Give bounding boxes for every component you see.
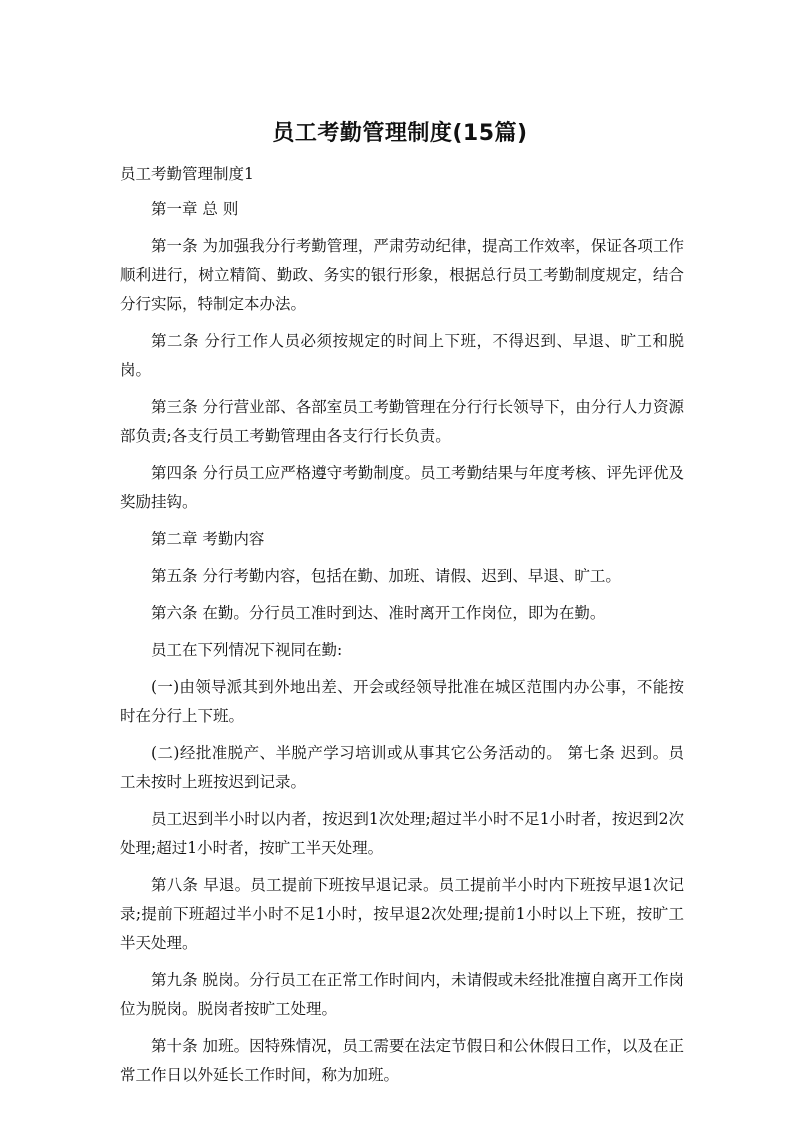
article-paragraph: 第一条 为加强我分行考勤管理，严肃劳动纪律，提高工作效率，保证各项工作顺利进行，树立精简、勤政、务实的银行形象，根据总行员工考勤制度规定，结合分行实际，特制定本办法。 (120, 237, 684, 313)
article-paragraph: (一)由领导派其到外地出差、开会或经领导批准在城区范围内办公事，不能按时在分行上下班。 (120, 678, 684, 725)
article-paragraph: 员工在下列情况下视同在勤: (151, 641, 343, 659)
article-paragraph: 第二条 分行工作人员必须按规定的时间上下班，不得迟到、早退、旷工和脱岗。 (120, 332, 684, 379)
article-paragraph: 第九条 脱岗。分行员工在正常工作时间内，未请假或未经批准擅自离开工作岗位为脱岗。脱岗者按旷工处理。 (120, 971, 684, 1018)
document-title: 员工考勤管理制度(15篇) (272, 121, 528, 146)
chapter-heading: 第一章 总 则 (151, 200, 239, 218)
article-paragraph: 第三条 分行营业部、各部室员工考勤管理在分行行长领导下，由分行人力资源部负责;各支行员工考勤管理由各支行行长负责。 (120, 398, 684, 445)
document-subtitle: 员工考勤管理制度1 (120, 165, 254, 183)
document-body (120, 195, 684, 1098)
article-paragraph: (二)经批准脱产、半脱产学习培训或从事其它公务活动的。 第七条 迟到。员工未按时上班按迟到记录。 (120, 744, 684, 791)
article-paragraph: 第六条 在勤。分行员工准时到达、准时离开工作岗位，即为在勤。 (151, 604, 606, 622)
chapter-heading: 第二章 考勤内容 (151, 530, 265, 548)
article-paragraph: 第十条 加班。因特殊情况，员工需要在法定节假日和公休假日工作，以及在正常工作日以外延长工作时间，称为加班。 (120, 1037, 684, 1084)
article-paragraph: 员工迟到半小时以内者，按迟到1次处理;超过半小时不足1小时者，按迟到2次处理;超过1小时者，按旷工半天处理。 (120, 810, 684, 857)
article-paragraph: 第五条 分行考勤内容，包括在勤、加班、请假、迟到、早退、旷工。 (151, 567, 621, 585)
article-paragraph: 第四条 分行员工应严格遵守考勤制度。员工考勤结果与年度考核、评先评优及奖励挂钩。 (120, 464, 684, 511)
article-paragraph: 第八条 早退。员工提前下班按早退记录。员工提前半小时内下班按早退1次记录;提前下班超过半小时不足1小时，按早退2次处理;提前1小时以上下班，按旷工半天处理。 (120, 876, 684, 952)
